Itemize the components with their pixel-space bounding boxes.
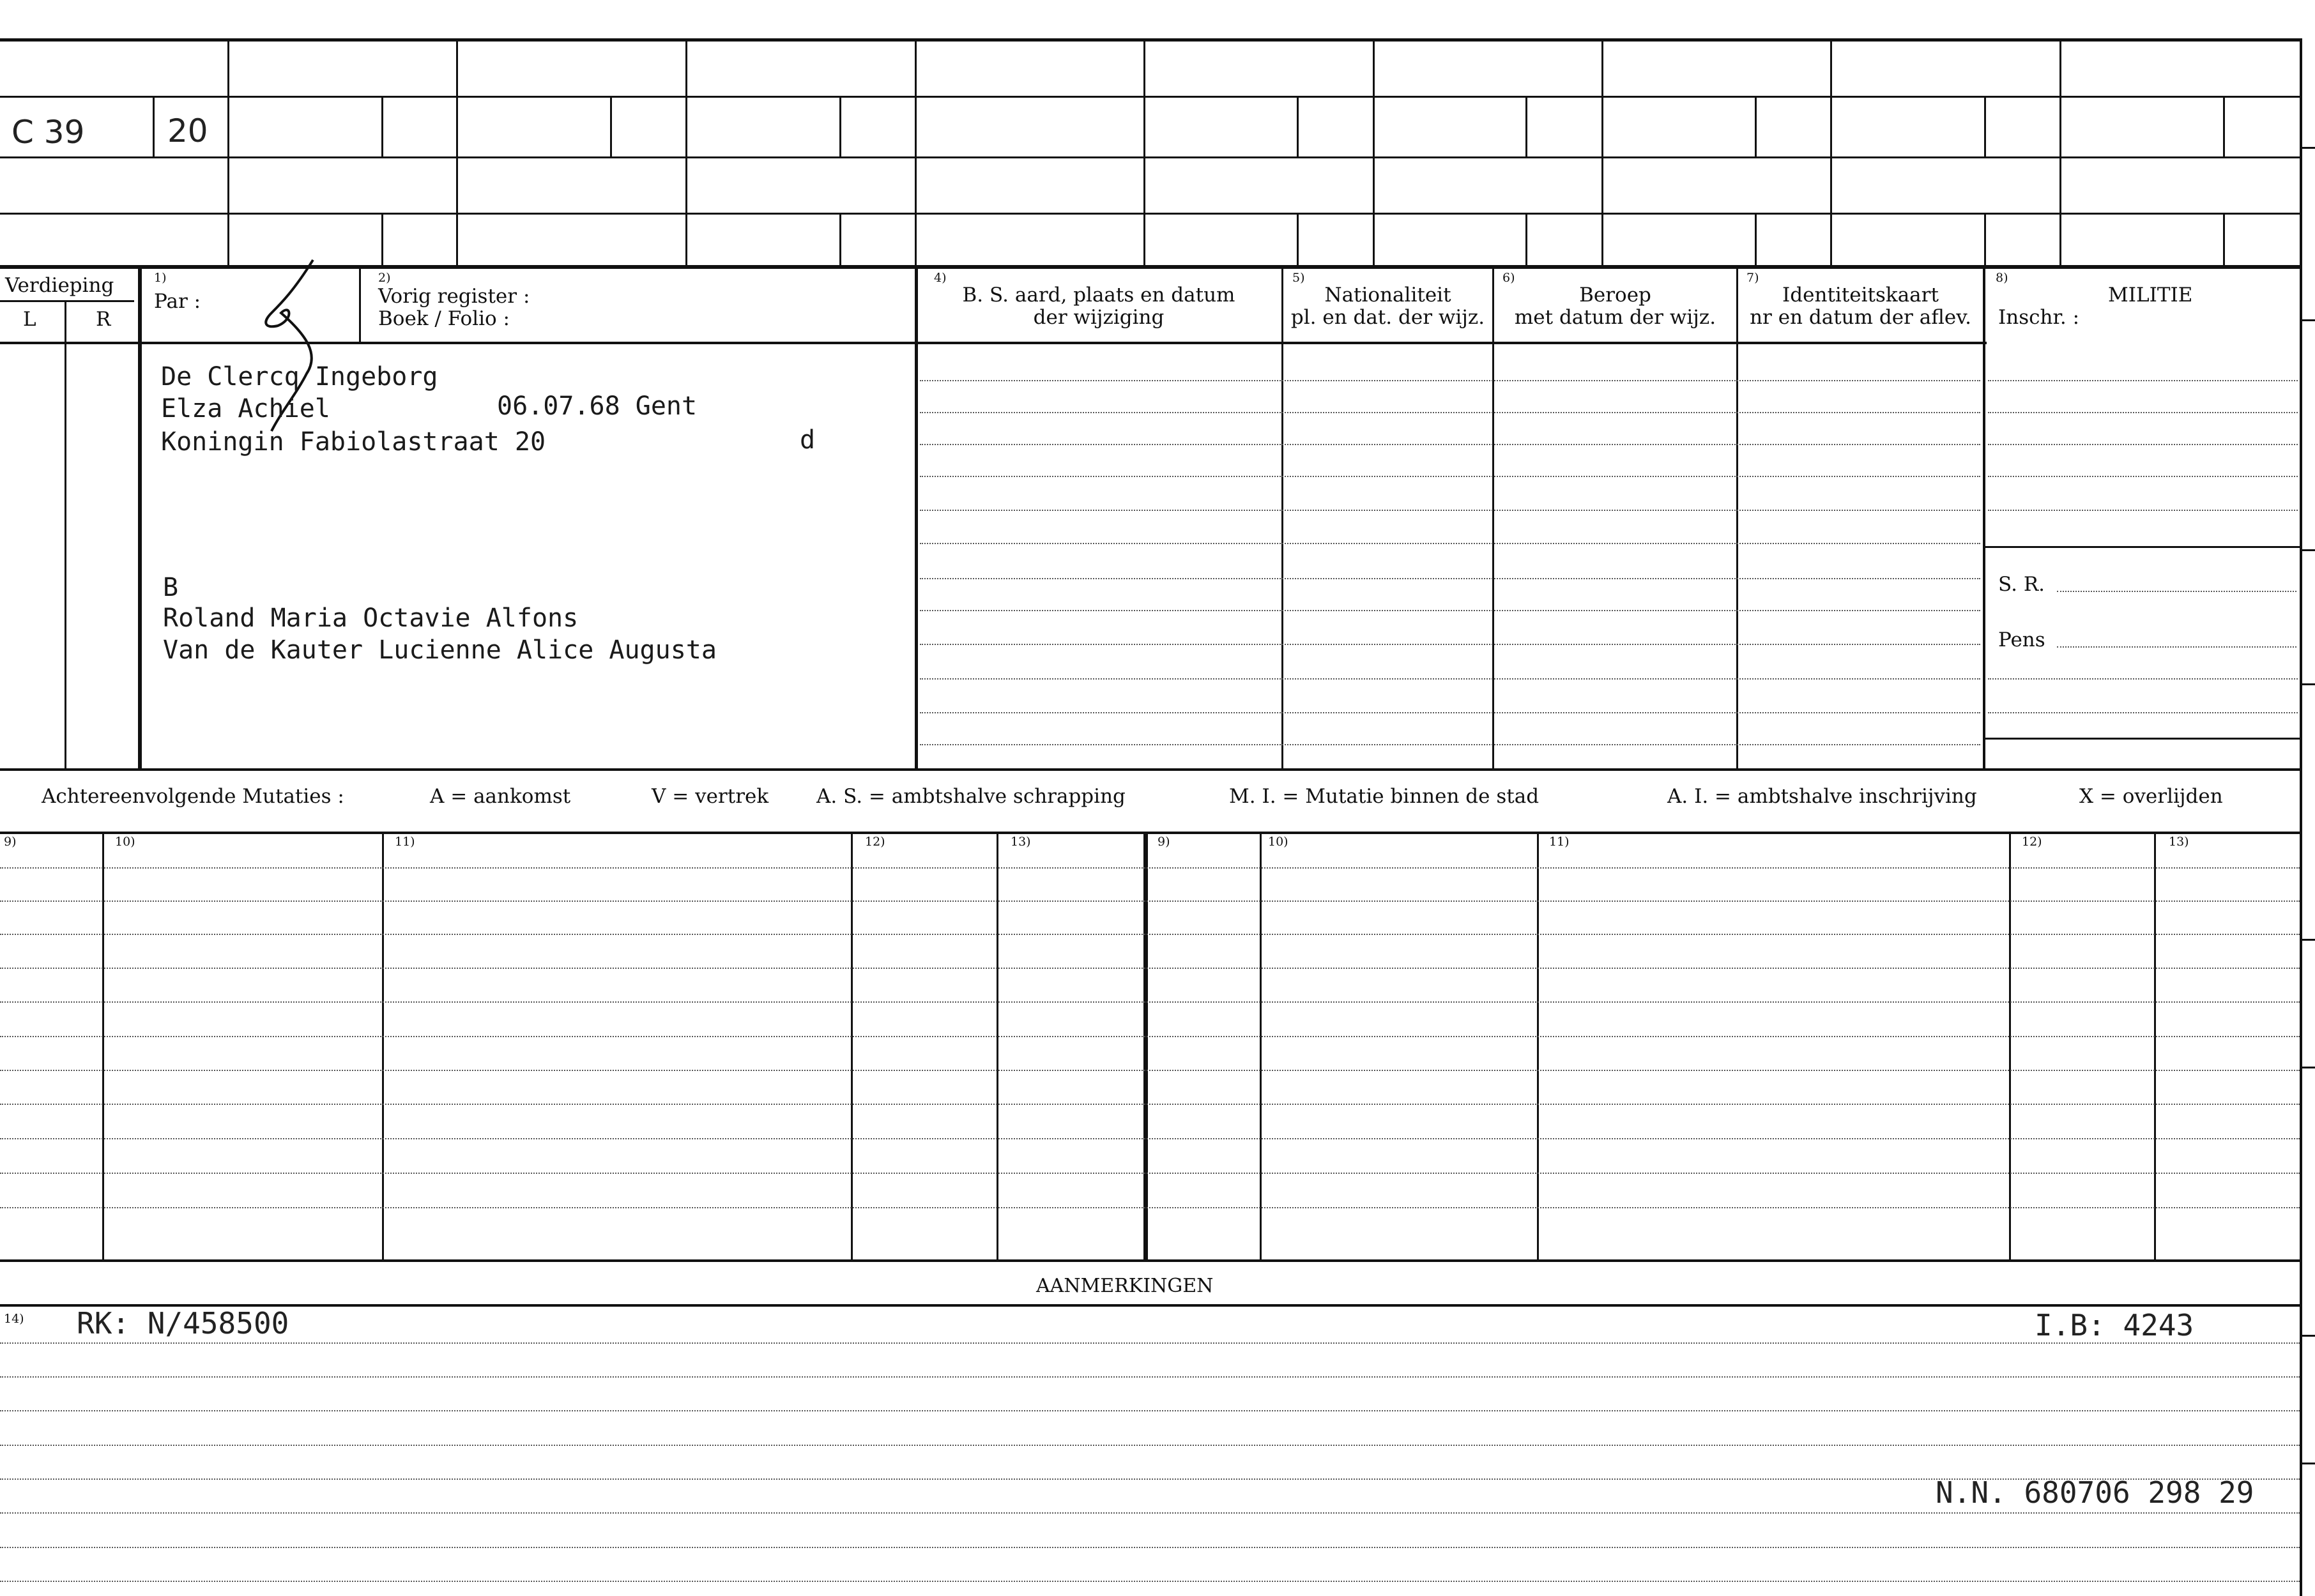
militie-divider [1985, 546, 2302, 548]
legend-overlijden: X = overlijden [2079, 785, 2223, 808]
boek-folio-label: Boek / Folio : [378, 307, 510, 330]
number-value: 20 [167, 112, 208, 149]
militie-bottom-line [1985, 738, 2302, 740]
vorig-register-label: Vorig register : [378, 285, 530, 308]
birth-date-place: 06.07.68 Gent [497, 391, 698, 421]
legend-ambtshalve-inschrijving: A. I. = ambtshalve inschrijving [1667, 785, 1977, 808]
col6-header-line1: Beroep [1579, 284, 1651, 307]
col2-number: 2) [378, 271, 391, 285]
col6-number: 6) [1502, 271, 1515, 285]
col5-header-line1: Nationaliteit [1324, 284, 1451, 307]
mut-right-col11: 11) [1549, 835, 1570, 849]
pens-label: Pens [1998, 628, 2045, 651]
mut-left-col11: 11) [395, 835, 415, 849]
name-line: De Clercq Ingeborg [161, 362, 438, 391]
legend-vertrek: V = vertrek [652, 785, 769, 808]
remarks-header-line [0, 1304, 2302, 1307]
mother-line: Van de Kauter Lucienne Alice Augusta [163, 635, 717, 665]
legend-ambtshalve-schrapping: A. S. = ambtshalve schrapping [816, 785, 1126, 808]
marker-d: d [800, 425, 816, 455]
mut-left-col13: 13) [1011, 835, 1031, 849]
col4-header-line2: der wijziging [1033, 306, 1165, 329]
b-label: B [163, 573, 179, 602]
floor-left-label: L [23, 308, 36, 331]
col4-header-line1: B. S. aard, plaats en datum [962, 284, 1235, 307]
remarks-title: AANMERKINGEN [1036, 1275, 1214, 1297]
mut-right-col12: 12) [2022, 835, 2042, 849]
mutations-title: Achtereenvolgende Mutaties : [42, 785, 344, 808]
verdieping-label: Verdieping [5, 274, 114, 297]
sr-label: S. R. [1998, 573, 2045, 596]
col4-number: 4) [934, 271, 947, 285]
remarks-number: 14) [4, 1312, 24, 1326]
father-line: Roland Maria Octavie Alfons [163, 604, 579, 633]
mut-right-col13: 13) [2169, 835, 2189, 849]
floor-right-label: R [96, 308, 111, 331]
col5-number: 5) [1292, 271, 1305, 285]
legend-mutatie-binnen-stad: M. I. = Mutatie binnen de stad [1229, 785, 1540, 808]
mut-left-col10: 10) [115, 835, 135, 849]
col6-header-line2: met datum der wijz. [1514, 306, 1716, 329]
legend-aankomst: A = aankomst [430, 785, 571, 808]
mut-right-col9: 9) [1158, 835, 1170, 849]
code-value: C 39 [11, 114, 85, 151]
inschr-label: Inschr. : [1998, 306, 2080, 329]
militie-label: MILITIE [2108, 284, 2193, 307]
parent-line: Elza Achiel [161, 394, 330, 423]
mut-left-col9: 9) [4, 835, 17, 849]
col7-header-line2: nr en datum der aflev. [1750, 306, 1971, 329]
par-label: Par : [154, 290, 201, 313]
col7-header-line1: Identiteitskaart [1782, 284, 1939, 307]
mut-right-col10: 10) [1268, 835, 1288, 849]
col1-number: 1) [154, 271, 167, 285]
address-line: Koningin Fabiolastraat 20 [161, 427, 546, 457]
col8-number: 8) [1996, 271, 2008, 285]
ib-note: I.B: 4243 [2035, 1308, 2194, 1342]
rk-note: RK: N/458500 [77, 1306, 289, 1341]
col5-header-line2: pl. en dat. der wijz. [1290, 306, 1485, 329]
col7-number: 7) [1746, 271, 1759, 285]
mut-left-col12: 12) [865, 835, 885, 849]
nn-note: N.N. 680706 298 29 [1936, 1475, 2254, 1510]
